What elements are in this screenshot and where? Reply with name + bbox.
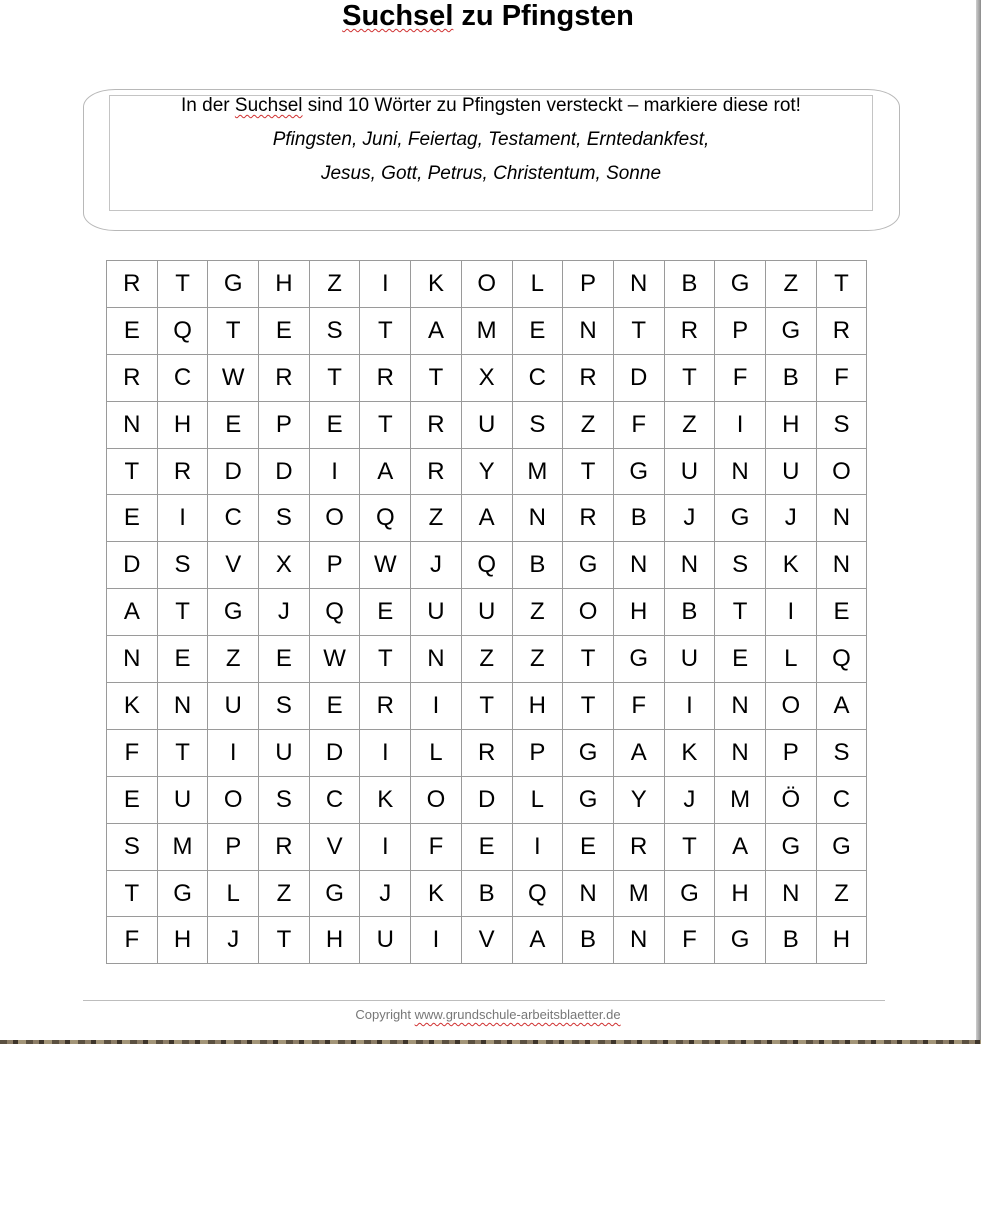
footer-divider bbox=[83, 1000, 885, 1001]
word-search-grid bbox=[106, 260, 867, 964]
grid-cell[interactable]: J bbox=[411, 542, 462, 589]
grid-row bbox=[107, 495, 867, 542]
grid-cell[interactable]: Z bbox=[664, 401, 715, 448]
grid-cell[interactable]: B bbox=[664, 261, 715, 308]
grid-cell[interactable]: P bbox=[259, 401, 310, 448]
grid-cell[interactable]: E bbox=[107, 307, 158, 354]
grid-cell[interactable]: S bbox=[309, 307, 360, 354]
grid-cell[interactable]: E bbox=[512, 307, 563, 354]
grid-cell[interactable]: S bbox=[259, 495, 310, 542]
grid-cell[interactable]: T bbox=[157, 729, 208, 776]
grid-cell[interactable]: O bbox=[765, 683, 816, 730]
grid-cell[interactable]: K bbox=[411, 870, 462, 917]
grid-cell[interactable]: A bbox=[613, 729, 664, 776]
grid-cell[interactable]: N bbox=[715, 683, 766, 730]
grid-cell[interactable]: I bbox=[664, 683, 715, 730]
grid-cell[interactable]: H bbox=[259, 261, 310, 308]
grid-row bbox=[107, 683, 867, 730]
grid-cell[interactable]: E bbox=[360, 589, 411, 636]
grid-cell[interactable]: U bbox=[765, 448, 816, 495]
grid-cell[interactable]: N bbox=[107, 636, 158, 683]
grid-cell[interactable]: S bbox=[259, 683, 310, 730]
grid-cell[interactable]: N bbox=[411, 636, 462, 683]
grid-cell[interactable]: I bbox=[157, 495, 208, 542]
grid-cell[interactable]: V bbox=[461, 917, 512, 964]
grid-cell[interactable]: N bbox=[107, 401, 158, 448]
grid-cell[interactable]: T bbox=[411, 354, 462, 401]
grid-cell[interactable]: R bbox=[411, 448, 462, 495]
grid-cell[interactable]: R bbox=[107, 261, 158, 308]
grid-cell[interactable]: D bbox=[461, 776, 512, 823]
grid-cell[interactable]: S bbox=[715, 542, 766, 589]
grid-cell[interactable]: T bbox=[613, 307, 664, 354]
grid-cell[interactable]: M bbox=[157, 823, 208, 870]
grid-cell[interactable]: L bbox=[208, 870, 259, 917]
grid-cell[interactable]: W bbox=[309, 636, 360, 683]
grid-cell[interactable]: P bbox=[512, 729, 563, 776]
grid-cell[interactable]: Y bbox=[461, 448, 512, 495]
grid-cell[interactable]: Q bbox=[461, 542, 512, 589]
grid-row bbox=[107, 870, 867, 917]
grid-cell[interactable]: T bbox=[107, 448, 158, 495]
grid-cell[interactable]: N bbox=[765, 870, 816, 917]
grid-cell[interactable]: Y bbox=[613, 776, 664, 823]
grid-cell[interactable]: Q bbox=[157, 307, 208, 354]
grid-cell[interactable]: U bbox=[360, 917, 411, 964]
background-strip bbox=[0, 1040, 981, 1044]
grid-cell[interactable]: R bbox=[411, 401, 462, 448]
grid-cell[interactable]: I bbox=[411, 683, 462, 730]
grid-cell[interactable]: N bbox=[816, 542, 867, 589]
grid-cell[interactable]: E bbox=[309, 401, 360, 448]
grid-cell[interactable]: E bbox=[461, 823, 512, 870]
grid-cell[interactable]: G bbox=[765, 307, 816, 354]
grid-cell[interactable]: F bbox=[613, 401, 664, 448]
grid-row bbox=[107, 261, 867, 308]
grid-cell[interactable]: M bbox=[461, 307, 512, 354]
grid-cell[interactable]: T bbox=[715, 589, 766, 636]
grid-cell[interactable]: R bbox=[816, 307, 867, 354]
grid-cell[interactable]: T bbox=[360, 401, 411, 448]
grid-cell[interactable]: T bbox=[309, 354, 360, 401]
grid-cell[interactable]: J bbox=[259, 589, 310, 636]
grid-cell[interactable]: S bbox=[259, 776, 310, 823]
grid-cell[interactable]: Z bbox=[411, 495, 462, 542]
grid-cell[interactable]: T bbox=[157, 261, 208, 308]
grid-cell[interactable]: N bbox=[613, 542, 664, 589]
grid-cell[interactable]: U bbox=[461, 401, 512, 448]
grid-cell[interactable]: O bbox=[411, 776, 462, 823]
grid-cell[interactable]: D bbox=[259, 448, 310, 495]
grid-cell[interactable]: K bbox=[107, 683, 158, 730]
grid-cell[interactable]: N bbox=[563, 870, 614, 917]
grid-cell[interactable]: K bbox=[765, 542, 816, 589]
grid-cell[interactable]: K bbox=[411, 261, 462, 308]
grid-cell[interactable]: J bbox=[664, 776, 715, 823]
grid-cell[interactable]: L bbox=[512, 776, 563, 823]
grid-cell[interactable]: A bbox=[411, 307, 462, 354]
grid-row bbox=[107, 354, 867, 401]
grid-row bbox=[107, 729, 867, 776]
grid-cell[interactable]: X bbox=[461, 354, 512, 401]
grid-cell[interactable]: S bbox=[157, 542, 208, 589]
grid-cell[interactable]: H bbox=[157, 917, 208, 964]
grid-cell[interactable]: T bbox=[664, 354, 715, 401]
grid-cell[interactable]: Z bbox=[512, 589, 563, 636]
grid-cell[interactable]: G bbox=[563, 729, 614, 776]
grid-cell[interactable]: I bbox=[512, 823, 563, 870]
grid-cell[interactable]: R bbox=[360, 354, 411, 401]
grid-cell[interactable]: F bbox=[816, 354, 867, 401]
grid-cell[interactable]: Z bbox=[309, 261, 360, 308]
grid-cell[interactable]: I bbox=[309, 448, 360, 495]
grid-cell[interactable]: Z bbox=[259, 870, 310, 917]
grid-cell[interactable]: T bbox=[208, 307, 259, 354]
grid-cell[interactable]: F bbox=[613, 683, 664, 730]
grid-cell[interactable]: C bbox=[512, 354, 563, 401]
grid-cell[interactable]: J bbox=[208, 917, 259, 964]
grid-cell[interactable]: P bbox=[765, 729, 816, 776]
grid-cell[interactable]: F bbox=[664, 917, 715, 964]
grid-cell[interactable]: N bbox=[157, 683, 208, 730]
title-word-suchsel: Suchsel bbox=[342, 0, 454, 32]
grid-cell[interactable]: P bbox=[563, 261, 614, 308]
grid-cell[interactable]: H bbox=[157, 401, 208, 448]
grid-cell[interactable]: B bbox=[613, 495, 664, 542]
grid-row bbox=[107, 823, 867, 870]
grid-cell[interactable]: E bbox=[107, 495, 158, 542]
grid-cell[interactable]: T bbox=[107, 870, 158, 917]
grid-row bbox=[107, 589, 867, 636]
grid-cell[interactable]: Z bbox=[563, 401, 614, 448]
grid-cell[interactable]: G bbox=[613, 448, 664, 495]
grid-cell[interactable]: L bbox=[765, 636, 816, 683]
grid-cell[interactable]: F bbox=[411, 823, 462, 870]
grid-cell[interactable]: G bbox=[715, 917, 766, 964]
grid-cell[interactable]: E bbox=[563, 823, 614, 870]
grid-cell[interactable]: S bbox=[816, 729, 867, 776]
grid-cell[interactable]: R bbox=[664, 307, 715, 354]
instruction-line-1 bbox=[109, 94, 873, 118]
grid-cell[interactable]: D bbox=[309, 729, 360, 776]
grid-cell[interactable]: B bbox=[664, 589, 715, 636]
grid-cell[interactable]: I bbox=[360, 823, 411, 870]
grid-cell[interactable]: T bbox=[664, 823, 715, 870]
grid-cell[interactable]: C bbox=[816, 776, 867, 823]
grid-cell[interactable]: G bbox=[157, 870, 208, 917]
grid-cell[interactable]: I bbox=[208, 729, 259, 776]
grid-cell[interactable]: R bbox=[157, 448, 208, 495]
grid-cell[interactable]: R bbox=[613, 823, 664, 870]
letter-table bbox=[106, 260, 867, 964]
grid-cell[interactable]: T bbox=[816, 261, 867, 308]
grid-cell[interactable]: T bbox=[563, 448, 614, 495]
grid-cell[interactable]: N bbox=[613, 917, 664, 964]
grid-cell[interactable]: U bbox=[157, 776, 208, 823]
grid-cell[interactable]: E bbox=[107, 776, 158, 823]
grid-cell[interactable]: B bbox=[461, 870, 512, 917]
grid-cell[interactable]: O bbox=[461, 261, 512, 308]
grid-cell[interactable]: E bbox=[309, 683, 360, 730]
grid-cell[interactable]: M bbox=[613, 870, 664, 917]
grid-cell[interactable]: H bbox=[765, 401, 816, 448]
grid-cell[interactable]: I bbox=[715, 401, 766, 448]
page-shadow-edge bbox=[976, 0, 981, 1040]
grid-cell[interactable]: Z bbox=[816, 870, 867, 917]
grid-cell[interactable]: G bbox=[816, 823, 867, 870]
grid-cell[interactable]: R bbox=[107, 354, 158, 401]
grid-cell[interactable]: Z bbox=[208, 636, 259, 683]
grid-cell[interactable]: T bbox=[461, 683, 512, 730]
grid-cell[interactable]: Q bbox=[816, 636, 867, 683]
grid-cell[interactable]: U bbox=[461, 589, 512, 636]
grid-cell[interactable]: N bbox=[512, 495, 563, 542]
grid-row bbox=[107, 448, 867, 495]
grid-cell[interactable]: W bbox=[360, 542, 411, 589]
grid-cell[interactable]: L bbox=[411, 729, 462, 776]
grid-cell[interactable]: I bbox=[360, 729, 411, 776]
grid-cell[interactable]: R bbox=[563, 495, 614, 542]
grid-cell[interactable]: B bbox=[563, 917, 614, 964]
grid-cell[interactable]: E bbox=[715, 636, 766, 683]
grid-cell[interactable]: D bbox=[613, 354, 664, 401]
grid-cell[interactable]: G bbox=[563, 776, 614, 823]
grid-cell[interactable]: K bbox=[664, 729, 715, 776]
grid-cell[interactable]: G bbox=[664, 870, 715, 917]
grid-cell[interactable]: K bbox=[360, 776, 411, 823]
grid-cell[interactable]: G bbox=[208, 589, 259, 636]
grid-cell[interactable]: D bbox=[107, 542, 158, 589]
grid-cell[interactable]: R bbox=[461, 729, 512, 776]
grid-cell[interactable]: N bbox=[613, 261, 664, 308]
copyright-label: Copyright bbox=[355, 1007, 415, 1022]
grid-cell[interactable]: N bbox=[664, 542, 715, 589]
grid-cell[interactable]: N bbox=[715, 448, 766, 495]
grid-cell[interactable]: H bbox=[613, 589, 664, 636]
grid-cell[interactable]: N bbox=[563, 307, 614, 354]
grid-cell[interactable]: I bbox=[360, 261, 411, 308]
grid-cell[interactable]: P bbox=[208, 823, 259, 870]
grid-cell[interactable]: E bbox=[208, 401, 259, 448]
grid-cell[interactable]: B bbox=[512, 542, 563, 589]
grid-cell[interactable]: U bbox=[208, 683, 259, 730]
grid-cell[interactable]: O bbox=[208, 776, 259, 823]
grid-cell[interactable]: E bbox=[157, 636, 208, 683]
grid-cell[interactable]: U bbox=[411, 589, 462, 636]
grid-row bbox=[107, 636, 867, 683]
grid-cell[interactable]: Z bbox=[512, 636, 563, 683]
grid-cell[interactable]: A bbox=[816, 683, 867, 730]
grid-cell[interactable]: M bbox=[715, 776, 766, 823]
grid-cell[interactable]: P bbox=[715, 307, 766, 354]
grid-cell[interactable]: U bbox=[259, 729, 310, 776]
grid-cell[interactable]: T bbox=[360, 307, 411, 354]
instruction-line-1-pre: In der bbox=[181, 95, 235, 116]
grid-cell[interactable]: U bbox=[664, 448, 715, 495]
grid-cell[interactable]: R bbox=[360, 683, 411, 730]
grid-cell[interactable]: R bbox=[563, 354, 614, 401]
grid-cell[interactable]: I bbox=[765, 589, 816, 636]
grid-cell[interactable]: G bbox=[765, 823, 816, 870]
grid-cell[interactable]: Q bbox=[360, 495, 411, 542]
grid-cell[interactable]: C bbox=[309, 776, 360, 823]
grid-cell[interactable]: T bbox=[157, 589, 208, 636]
grid-cell[interactable]: F bbox=[107, 729, 158, 776]
grid-cell[interactable]: V bbox=[208, 542, 259, 589]
grid-cell[interactable]: H bbox=[512, 683, 563, 730]
grid-cell[interactable]: B bbox=[765, 917, 816, 964]
grid-row bbox=[107, 776, 867, 823]
grid-row bbox=[107, 401, 867, 448]
grid-cell[interactable]: Q bbox=[512, 870, 563, 917]
grid-cell[interactable]: G bbox=[563, 542, 614, 589]
grid-cell[interactable]: T bbox=[360, 636, 411, 683]
grid-cell[interactable]: F bbox=[715, 354, 766, 401]
grid-cell[interactable]: J bbox=[664, 495, 715, 542]
word-list-line-1: Pfingsten, Juni, Feiertag, Testament, Erntedankfest, bbox=[272, 129, 710, 150]
copyright-link[interactable]: www.grundschule-arbeitsblaetter.de bbox=[414, 1007, 621, 1022]
grid-cell[interactable]: Z bbox=[461, 636, 512, 683]
grid-cell[interactable]: R bbox=[259, 823, 310, 870]
grid-cell[interactable]: D bbox=[208, 448, 259, 495]
grid-cell[interactable]: O bbox=[563, 589, 614, 636]
grid-cell[interactable]: O bbox=[309, 495, 360, 542]
grid-cell[interactable]: T bbox=[563, 636, 614, 683]
grid-cell[interactable]: I bbox=[411, 917, 462, 964]
instruction-line-1-post: sind 10 Wörter zu Pfingsten versteckt – markiere diese rot! bbox=[302, 95, 801, 116]
grid-cell[interactable]: O bbox=[816, 448, 867, 495]
grid-cell[interactable]: R bbox=[259, 354, 310, 401]
grid-cell[interactable]: C bbox=[157, 354, 208, 401]
grid-cell[interactable]: H bbox=[816, 917, 867, 964]
copyright-notice bbox=[0, 1007, 976, 1022]
grid-cell[interactable]: A bbox=[107, 589, 158, 636]
grid-cell[interactable]: E bbox=[259, 636, 310, 683]
grid-cell[interactable]: H bbox=[715, 870, 766, 917]
grid-cell[interactable]: G bbox=[309, 870, 360, 917]
grid-cell[interactable]: S bbox=[512, 401, 563, 448]
page-title bbox=[0, 0, 976, 32]
grid-cell[interactable]: T bbox=[563, 683, 614, 730]
grid-cell[interactable]: Q bbox=[309, 589, 360, 636]
grid-cell[interactable]: A bbox=[461, 495, 512, 542]
grid-cell[interactable]: P bbox=[309, 542, 360, 589]
grid-cell[interactable]: A bbox=[512, 917, 563, 964]
grid-cell[interactable]: S bbox=[816, 401, 867, 448]
grid-cell[interactable]: M bbox=[512, 448, 563, 495]
grid-cell[interactable]: S bbox=[107, 823, 158, 870]
grid-cell[interactable]: G bbox=[613, 636, 664, 683]
grid-cell[interactable]: J bbox=[765, 495, 816, 542]
grid-cell[interactable]: V bbox=[309, 823, 360, 870]
grid-row bbox=[107, 307, 867, 354]
grid-cell[interactable]: B bbox=[765, 354, 816, 401]
grid-cell[interactable]: C bbox=[208, 495, 259, 542]
grid-cell[interactable]: Ö bbox=[765, 776, 816, 823]
grid-cell[interactable]: X bbox=[259, 542, 310, 589]
grid-cell[interactable]: E bbox=[259, 307, 310, 354]
grid-row bbox=[107, 917, 867, 964]
grid-cell[interactable]: W bbox=[208, 354, 259, 401]
grid-cell[interactable]: G bbox=[208, 261, 259, 308]
grid-cell[interactable]: L bbox=[512, 261, 563, 308]
grid-cell[interactable]: N bbox=[715, 729, 766, 776]
grid-cell[interactable]: A bbox=[360, 448, 411, 495]
instruction-word-suchsel: Suchsel bbox=[234, 95, 303, 116]
grid-cell[interactable]: Z bbox=[765, 261, 816, 308]
grid-cell[interactable]: U bbox=[664, 636, 715, 683]
title-rest: zu Pfingsten bbox=[453, 0, 634, 32]
grid-cell[interactable]: T bbox=[259, 917, 310, 964]
grid-row bbox=[107, 542, 867, 589]
grid-cell[interactable]: A bbox=[715, 823, 766, 870]
grid-cell[interactable]: H bbox=[309, 917, 360, 964]
grid-cell[interactable]: N bbox=[816, 495, 867, 542]
word-list-line-2: Jesus, Gott, Petrus, Christentum, Sonne bbox=[320, 163, 662, 184]
grid-cell[interactable]: G bbox=[715, 261, 766, 308]
grid-cell[interactable]: J bbox=[360, 870, 411, 917]
grid-cell[interactable]: G bbox=[715, 495, 766, 542]
grid-cell[interactable]: F bbox=[107, 917, 158, 964]
grid-cell[interactable]: E bbox=[816, 589, 867, 636]
